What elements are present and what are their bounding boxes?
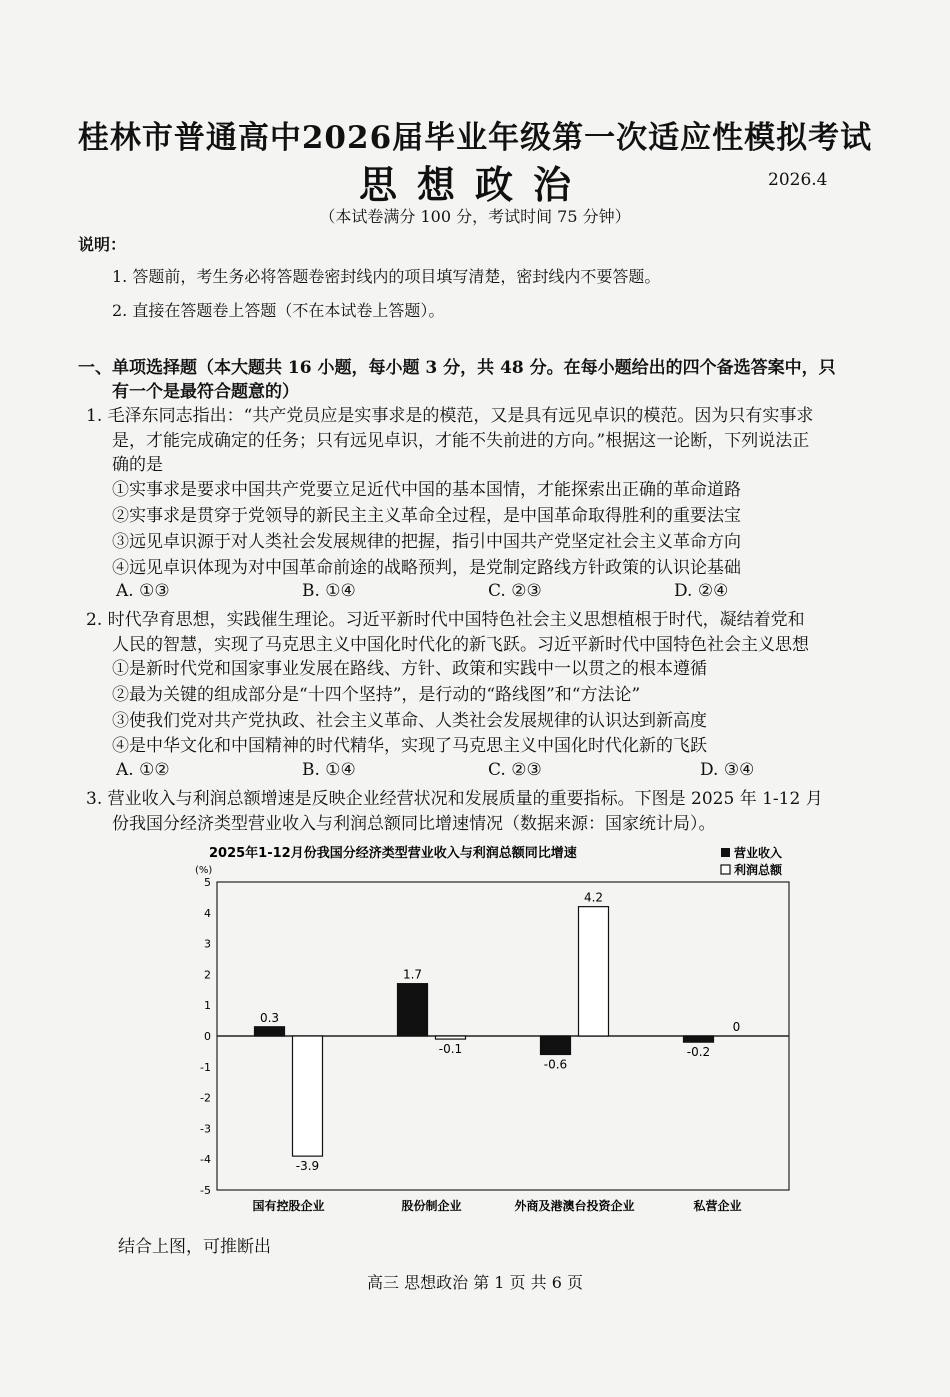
question-3-line: 3. 营业收入与利润总额增速是反映企业经营状况和发展质量的重要指标。下图是 2025 年 1-12 月 xyxy=(86,789,823,809)
question-2-option-d: D. ③④ xyxy=(700,760,755,780)
question-2-item: ④是中华文化和中国精神的时代精华，实现了马克思主义中国化时代化新的飞跃 xyxy=(112,736,707,756)
question-1-option-d: D. ②④ xyxy=(674,581,729,601)
y-tick-label: -4 xyxy=(200,1153,211,1167)
legend-swatch-revenue xyxy=(721,848,730,857)
category-label: 外商及港澳台投资企业 xyxy=(514,1199,635,1213)
exam-title: 桂林市普通高中2026届毕业年级第一次适应性模拟考试 xyxy=(77,120,873,156)
question-1-item: ④远见卓识体现为对中国革命前途的战略预判，是党制定路线方针政策的认识论基础 xyxy=(112,558,741,578)
closing-text: 结合上图，可推断出 xyxy=(118,1237,271,1257)
data-label: 0 xyxy=(732,1020,741,1034)
chart-unit-label: (%) xyxy=(195,865,213,876)
y-tick-label: 4 xyxy=(204,906,211,920)
y-tick-label: -3 xyxy=(200,1122,211,1136)
bar-profit xyxy=(436,1036,466,1039)
section-heading-cont: 有一个是最符合题意的） xyxy=(112,382,299,402)
y-tick-label: 3 xyxy=(204,937,211,951)
category-label: 国有控股企业 xyxy=(252,1199,325,1213)
y-tick-label: 2 xyxy=(204,968,211,982)
y-tick-label: 5 xyxy=(204,876,211,889)
data-label: 4.2 xyxy=(583,890,604,905)
data-label: 1.7 xyxy=(402,967,423,982)
question-2-line: 人民的智慧，实现了马克思主义中国化时代化的新飞跃。习近平新时代中国特色社会主义思想 xyxy=(112,635,809,655)
instruction-item: 1. 答题前，考生务必将答题卷密封线内的项目填写清楚，密封线内不要答题。 xyxy=(112,267,661,286)
category-label: 股份制企业 xyxy=(401,1199,462,1213)
data-label: -0.2 xyxy=(686,1045,711,1060)
question-1-line: 确的是 xyxy=(112,455,163,475)
bar-profit xyxy=(579,907,609,1036)
data-label: 0.3 xyxy=(259,1010,280,1025)
instruction-item: 2. 直接在答题卷上答题（不在本试卷上答题）。 xyxy=(112,301,445,320)
y-tick-label: -2 xyxy=(200,1091,211,1105)
bar-revenue xyxy=(255,1027,285,1036)
question-2-item: ①是新时代党和国家事业发展在路线、方针、政策和实践中一以贯之的根本遵循 xyxy=(112,659,707,679)
data-label: -0.1 xyxy=(438,1042,463,1057)
page-footer: 高三 思想政治 第 1 页 共 6 页 xyxy=(367,1273,583,1292)
chart-title: 2025年1-12月份我国分经济类型营业收入与利润总额同比增速 xyxy=(209,846,577,861)
chart-canvas xyxy=(195,840,790,1226)
question-1-item: ③远见卓识源于对人类社会发展规律的把握，指引中国共产党坚定社会主义革命方向 xyxy=(112,532,741,552)
instructions-heading: 说明： xyxy=(78,235,127,254)
question-2-option-a: A. ①② xyxy=(116,760,170,780)
question-2-line: 2. 时代孕育思想，实践催生理论。习近平新时代中国特色社会主义思想植根于时代，凝结着党和 xyxy=(86,610,805,630)
subject-title: 思想政治 xyxy=(358,162,591,207)
exam-note: （本试卷满分 100 分，考试时间 75 分钟） xyxy=(319,207,631,226)
legend-label-revenue: 营业收入 xyxy=(734,846,783,860)
category-label: 私营企业 xyxy=(693,1199,742,1213)
question-2-item: ③使我们党对共产党执政、社会主义革命、人类社会发展规律的认识达到新高度 xyxy=(112,711,707,731)
exam-date: 2026.4 xyxy=(768,170,828,190)
y-tick-label: -5 xyxy=(200,1184,211,1197)
question-3-line: 份我国分经济类型营业收入与利润总额同比增速情况（数据来源：国家统计局）。 xyxy=(112,814,716,834)
growth-chart xyxy=(195,840,790,1226)
question-1-option-a: A. ①③ xyxy=(116,581,170,601)
question-1-line: 是，才能完成确定的任务；只有远见卓识，才能不失前进的方向。”根据这一论断，下列说法正 xyxy=(112,431,810,451)
question-2-item: ②最为关键的组成部分是“十四个坚持”，是行动的“路线图”和“方法论” xyxy=(112,685,641,705)
question-2-option-b: B. ①④ xyxy=(302,760,356,780)
bar-revenue xyxy=(398,984,428,1036)
y-tick-label: -1 xyxy=(200,1060,211,1074)
question-1-item: ②实事求是贯穿于党领导的新民主主义革命全过程，是中国革命取得胜利的重要法宝 xyxy=(112,506,741,526)
question-2-option-c: C. ②③ xyxy=(488,760,542,780)
y-tick-label: 1 xyxy=(204,999,211,1013)
legend-swatch-profit xyxy=(721,865,730,874)
question-1-item: ①实事求是要求中国共产党要立足近代中国的基本国情，才能探索出正确的革命道路 xyxy=(112,480,741,500)
section-heading: 一、单项选择题（本大题共 16 小题，每小题 3 分，共 48 分。在每小题给出的四个备选答案中，只 xyxy=(78,358,836,378)
question-1-option-c: C. ②③ xyxy=(488,581,542,601)
bar-profit xyxy=(293,1036,323,1156)
data-label: -3.9 xyxy=(295,1159,320,1174)
bar-revenue xyxy=(684,1036,714,1042)
y-tick-label: 0 xyxy=(204,1030,211,1043)
data-label: -0.6 xyxy=(543,1057,568,1072)
question-1-line: 1. 毛泽东同志指出：“共产党员应是实事求是的模范，又是具有远见卓识的模范。因为只有实事求 xyxy=(86,406,814,426)
bar-revenue xyxy=(541,1036,571,1054)
legend-label-profit: 利润总额 xyxy=(734,863,783,877)
question-1-option-b: B. ①④ xyxy=(302,581,356,601)
